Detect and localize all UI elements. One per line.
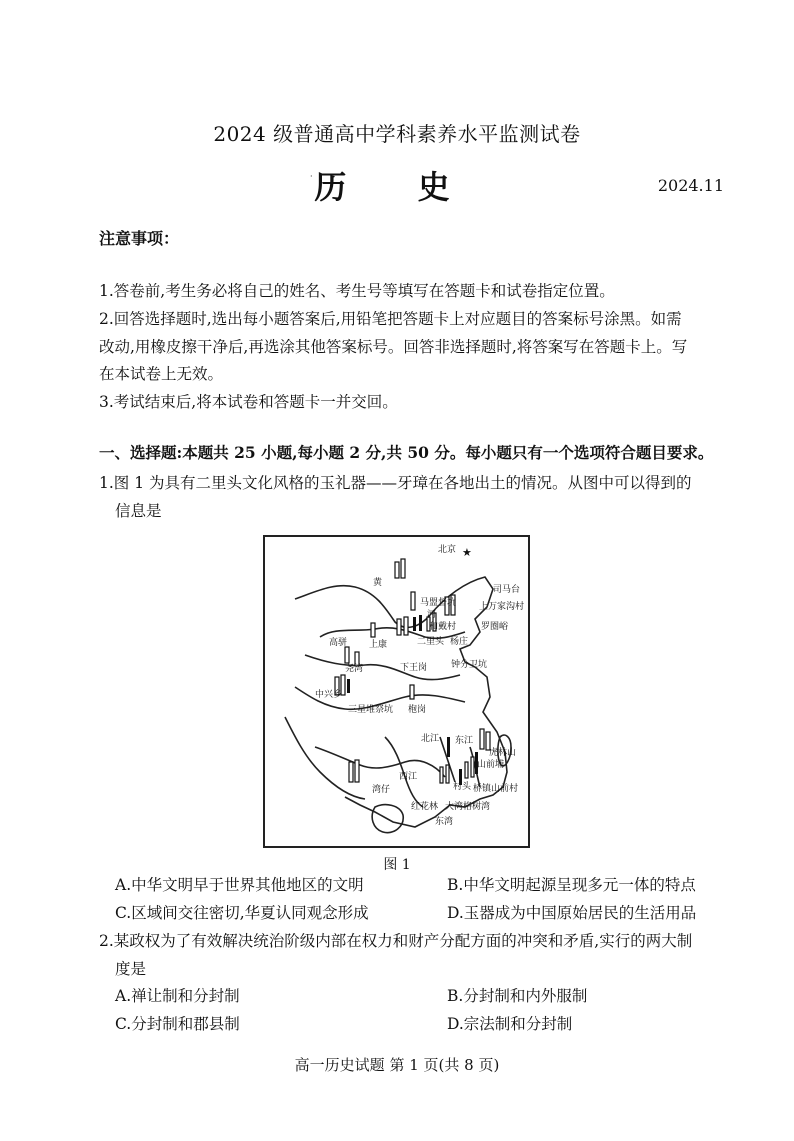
subject-title: 历 史: [314, 168, 480, 206]
notes-heading: 注意事项：: [99, 229, 180, 248]
map-label-xiawanggang: 下王岗: [400, 663, 428, 673]
svg-text:★: ★: [462, 546, 472, 559]
map-label-dongjiang: 东江: [455, 736, 474, 746]
note-item-2: 2.回答选择题时,选出每小题答案后,用铅笔把答题卡上对应题目的答案标号涂黑。如需: [99, 310, 682, 328]
q1-stem: 1.图 1 为具有二里头文化风格的玉礼器——牙璋在各地出土的情况。从图中可以得到的: [99, 474, 692, 492]
q1-map-figure: [263, 535, 530, 848]
map-label-he: 河: [427, 610, 437, 620]
q2-option-b[interactable]: B.分封制和内外服制: [447, 987, 588, 1005]
map-label-sanxingdui: 三星堆祭坑: [348, 705, 394, 715]
map-label-xijiang: 西江: [399, 772, 418, 782]
map-label-qiaoqiao: 桥镇山前村: [473, 784, 519, 794]
map-label-ge: 格树湾: [463, 802, 491, 812]
map-label-baogang: 枹岗: [408, 705, 427, 715]
map-label-shanqianpu: 山前埔: [477, 760, 505, 770]
map-label-yaowan: 尧湾: [345, 664, 364, 674]
q1-option-b[interactable]: B.中华文明起源呈现多元一体的特点: [447, 876, 696, 894]
map-label-beijing: 北京: [438, 545, 457, 555]
q2-option-c[interactable]: C.分封制和郡县制: [115, 1015, 240, 1033]
q2-stem-cont: 度是: [115, 960, 147, 978]
map-label-dawan: 大湾: [445, 802, 464, 812]
page-footer: 高一历史试题 第 1 页(共 8 页): [294, 1056, 500, 1074]
map-label-beijiang: 北江: [421, 734, 440, 744]
q1-option-a[interactable]: A.中华文明早于世界其他地区的文明: [115, 876, 364, 894]
map-label-zhongxing: 中兴乡: [315, 690, 343, 700]
map-label-erlitou: 二里头: [417, 637, 445, 647]
map-label-shangwanjiagou: 上万家沟村: [479, 602, 525, 612]
q1-stem-cont: 信息是: [115, 502, 162, 520]
map-label-shangkang: 上康: [369, 640, 388, 650]
map-label-daijiazhuang: 和戴村: [429, 622, 457, 632]
map-label-huang: 黄: [373, 578, 383, 588]
map-label-hongkong: 红花林: [411, 802, 439, 812]
map-label-zhongfenwei: 钟分卫坑: [451, 660, 488, 670]
map-label-gaopian: 高骈: [329, 638, 348, 648]
note-item-1: 1.答卷前,考生务必将自己的姓名、考生号等填写在答题卡和试卷指定位置。: [99, 282, 615, 300]
figure-caption: 图 1: [383, 857, 411, 873]
q2-option-d[interactable]: D.宗法制和分封制: [447, 1015, 573, 1033]
q2-option-a[interactable]: A.禅让制和分封制: [115, 987, 240, 1005]
map-label-cunjun: 村头: [453, 782, 472, 792]
note-item-2-cont: 改动,用橡皮擦干净后,再选涂其他答案标号。回答非选择题时,将答案写在答题卡上。写: [99, 338, 688, 356]
section-heading: 一、选择题:本题共 25 小题,每小题 2 分,共 50 分。每小题只有一个选项符合题目要求。: [99, 443, 714, 462]
map-label-wan: 湾仔: [372, 785, 391, 795]
q1-option-c[interactable]: C.区域间交往密切,华夏认同观念形成: [115, 904, 369, 922]
exam-title: 2024 级普通高中学科素养水平监测试卷: [213, 122, 581, 146]
note-item-2-cont2: 在本试卷上无效。: [99, 365, 224, 383]
map-label-yangzhuang: 杨庄: [450, 637, 469, 647]
q1-option-d[interactable]: D.玉器成为中国原始居民的生活用品: [447, 904, 697, 922]
note-item-3: 3.考试结束后,将本试卷和答题卡一并交回。: [99, 393, 398, 411]
map-label-donghu: 东湾: [435, 817, 454, 827]
q2-stem: 2.某政权为了有效解决统治阶级内部在权力和财产分配方面的冲突和矛盾,实行的两大制: [99, 932, 693, 950]
map-label-luozhuang: 罗圈峪: [481, 622, 509, 632]
stray-dot: ·: [310, 172, 313, 181]
map-label-siqiguo: 司马台: [493, 585, 521, 595]
map-label-hutou: 虎林山: [489, 748, 517, 758]
map-label-mamengdukeng: 马盟督坑: [420, 598, 457, 608]
exam-date: 2024.11: [657, 176, 724, 195]
